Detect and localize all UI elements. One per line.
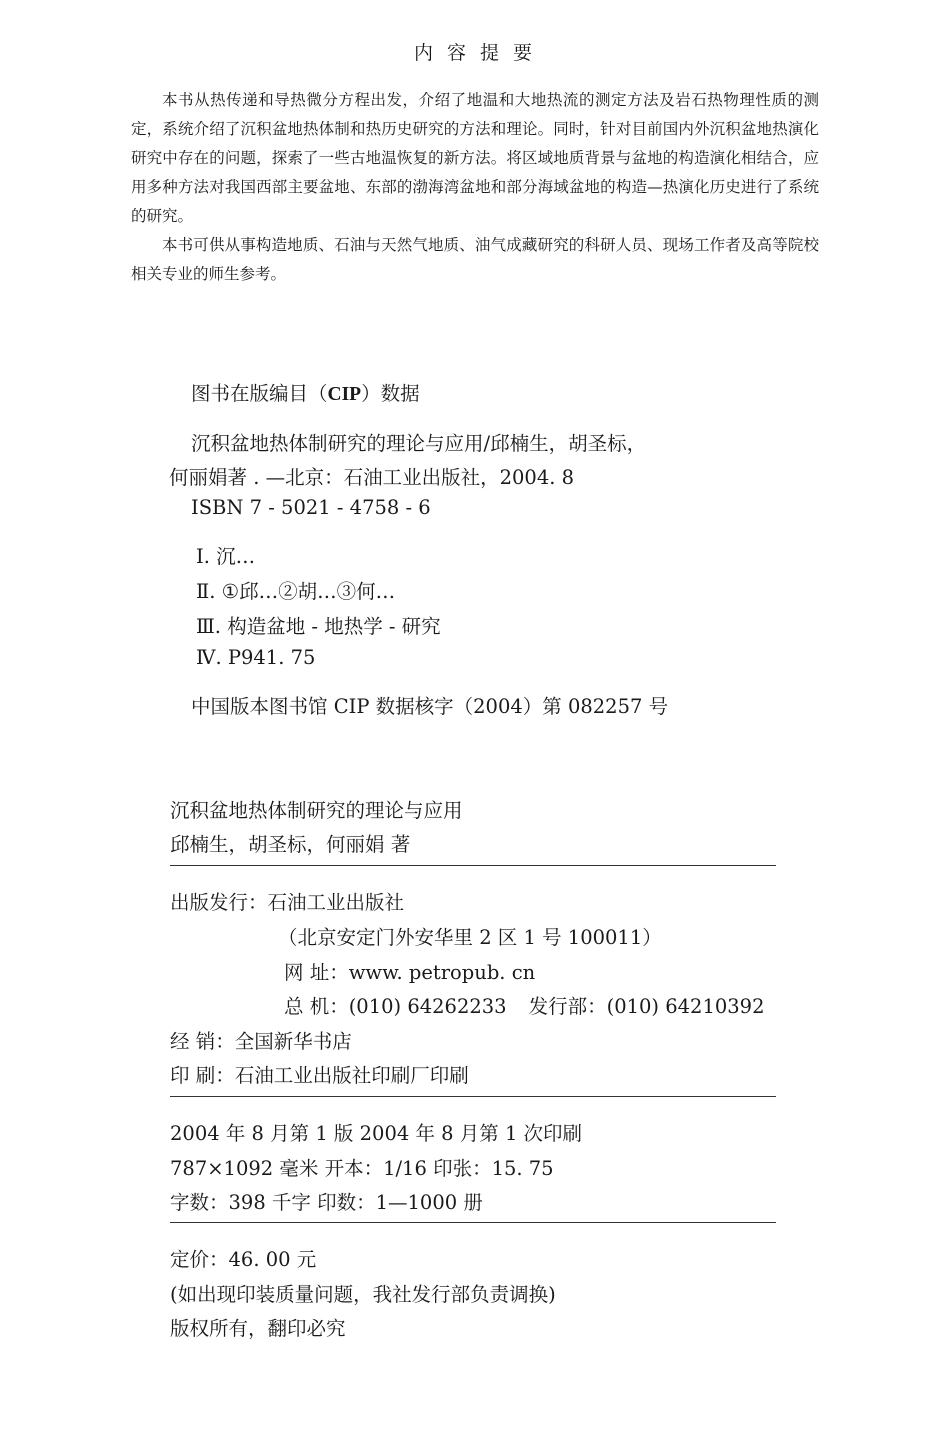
publisher-name: 石油工业出版社 [267, 891, 405, 914]
edition-line-2: 787×1092 毫米 开本：1/16 印张：15. 75 [170, 1157, 554, 1180]
quality-note: (如出现印装质量问题，我社发行部负责调换) [170, 1283, 556, 1306]
distributor-value: 全国新华书店 [234, 1030, 352, 1053]
phone-row [284, 991, 765, 1019]
divider-1 [170, 865, 776, 866]
cip-heading-cip: CIP [327, 384, 362, 405]
cip-class-1: Ⅰ. 沉… [196, 545, 256, 568]
book-title: 沉积盆地热体制研究的理论与应用 [170, 799, 463, 822]
sales-label: 发行部： [528, 995, 607, 1018]
cip-class-3: Ⅲ. 构造盆地 - 地热学 - 研究 [196, 615, 441, 638]
cip-isbn: ISBN 7 - 5021 - 4758 - 6 [191, 496, 431, 519]
cip-class-2: Ⅱ. ①邱…②胡…③何… [196, 580, 396, 603]
edition-line-3: 字数：398 千字 印数：1—1000 册 [170, 1191, 483, 1214]
cip-heading [191, 378, 420, 406]
website-value: www. petropub. cn [348, 961, 536, 984]
divider-3 [170, 1222, 776, 1223]
sales-phone: (010) 64210392 [606, 995, 765, 1018]
cip-heading-post: ）数据 [361, 382, 420, 405]
cip-title-line-1: 沉积盆地热体制研究的理论与应用/邱楠生，胡圣标， [191, 432, 647, 455]
summary-paragraph-1: 本书从热传递和导热微分方程出发，介绍了地温和大地热流的测定方法及岩石热物理性质的测定，系统介绍了沉积盆地热体制和热历史研究的方法和理论。同时，针对目前国内外沉积盆地热演化研究中存在的问题，探索了一些古地温恢复的新方法。将区域地质背景与盆地的构造演化相结合，应用多种方法对我国西部主要盆地、东部的渤海湾盆地和部分海域盆地的构造—热演化历史进行了系统的研究。 [131, 91, 819, 225]
distributor-label: 经 销： [170, 1030, 235, 1053]
summary-paragraph-2: 本书可供从事构造地质、石油与天然气地质、油气成藏研究的科研人员、现场工作者及高等院校相关专业的师生参考。 [131, 236, 819, 283]
distributor-row [170, 1026, 352, 1054]
website-label: 网 址： [284, 961, 349, 984]
rights-line: 版权所有，翻印必究 [170, 1317, 346, 1340]
cip-class-4: Ⅳ. P941. 75 [196, 646, 316, 669]
summary-body [131, 86, 819, 289]
cip-title-line-2: 何丽娟著 . —北京：石油工业出版社，2004. 8 [169, 466, 575, 489]
cip-heading-pre: 图书在版编目（ [191, 382, 328, 405]
book-authors: 邱楠生，胡圣标，何丽娟 著 [170, 833, 411, 856]
printer-row [170, 1060, 469, 1088]
printer-label: 印 刷： [170, 1064, 235, 1087]
price-line: 定价：46. 00 元 [170, 1248, 317, 1271]
edition-line-1: 2004 年 8 月第 1 版 2004 年 8 月第 1 次印刷 [170, 1122, 583, 1145]
summary-title: 内 容 提 要 [413, 42, 537, 64]
cip-library-line: 中国版本图书馆 CIP 数据核字（2004）第 082257 号 [191, 695, 669, 718]
divider-2 [170, 1096, 776, 1097]
website-row [284, 957, 535, 985]
printer-value: 石油工业出版社印刷厂印刷 [234, 1064, 469, 1087]
publisher-row [170, 887, 404, 915]
publisher-address: （北京安定门外安华里 2 区 1 号 100011） [278, 926, 662, 949]
publisher-label: 出版发行： [170, 891, 268, 914]
phone-label: 总 机： [284, 995, 349, 1018]
phone-value: (010) 64262233 [348, 995, 507, 1018]
